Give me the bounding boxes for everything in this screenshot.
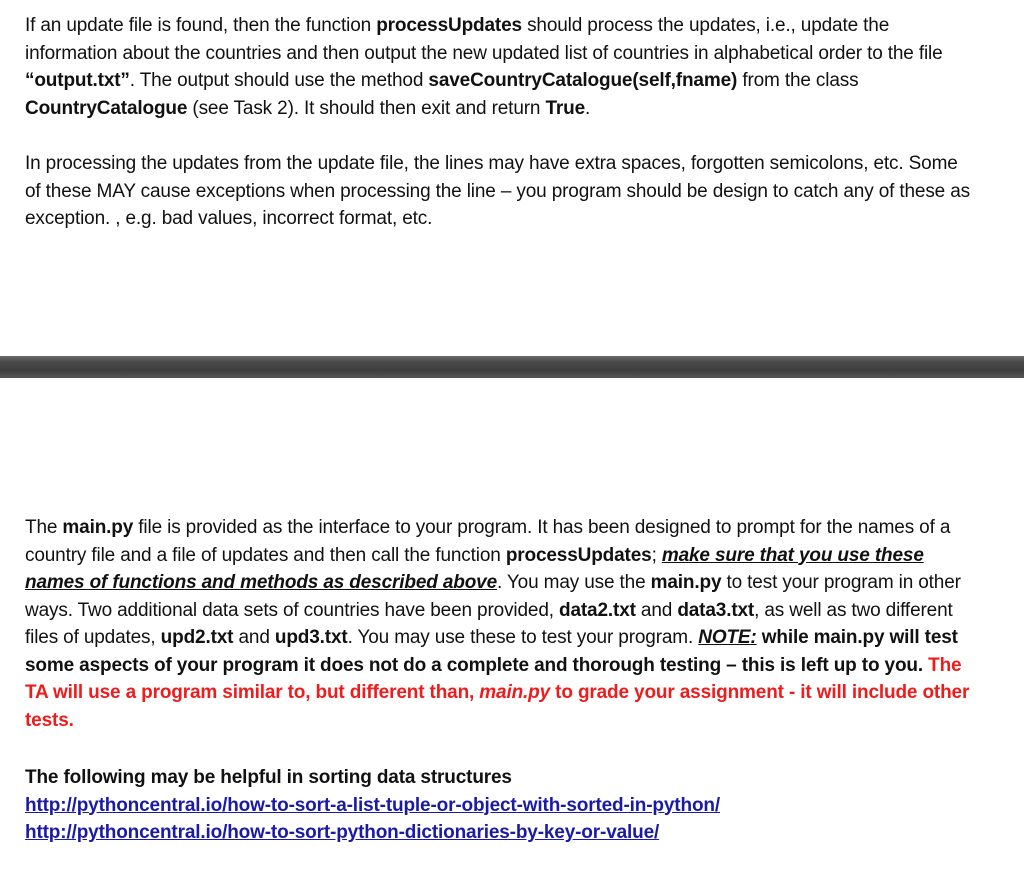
text-run: ; <box>651 544 662 566</box>
filename: data2.txt <box>559 599 636 621</box>
warning-text: The TA will use a program similar to, but different than, <box>25 654 962 703</box>
paragraph-text: In processing the updates from the update file, the lines may have extra spaces, forgotten semicolons, etc. Some of these MAY cause exceptions when processing the line – you program should be design to catch any of these as exception. , e.g. bad values, incorrect format, etc. <box>25 153 970 229</box>
heading-text: The following may be helpful in sorting data structures <box>25 767 512 788</box>
filename: upd2.txt <box>160 627 234 648</box>
link-line <box>25 819 975 847</box>
link-sort-list-tuple[interactable]: http://pythoncentral.io/how-to-sort-a-list-tuple-or-object-with-sorted-in-python/ <box>25 794 720 816</box>
filename: main.py <box>62 517 134 538</box>
function-name: processUpdates <box>505 544 652 566</box>
filename: main.py <box>650 572 722 593</box>
link-sort-dictionaries[interactable]: http://pythoncentral.io/how-to-sort-python-dictionaries-by-key-or-value/ <box>25 822 660 843</box>
text-run: to test your program in other ways. Two additional data sets of countries have been provided, <box>25 572 961 621</box>
page-separator-bar <box>0 356 1024 378</box>
text-run: . You may use the <box>496 572 651 593</box>
warning-filename: main.py <box>479 682 551 703</box>
paragraph-exceptions <box>25 150 975 233</box>
text-run: from the class <box>737 70 859 91</box>
text-run: . <box>585 97 591 119</box>
note-label: NOTE: <box>698 627 757 648</box>
emphasis-underlined: make sure that you use these names of functions and methods as described above <box>25 544 924 593</box>
text-run: , as well as two different files of updates, <box>25 599 953 648</box>
text-run: and <box>635 599 678 621</box>
text-run: The <box>25 517 63 538</box>
paragraph-main-py <box>25 514 975 734</box>
helpful-links-section <box>25 764 975 847</box>
output-filename: “output.txt” <box>25 70 130 91</box>
text-run: and <box>233 627 275 648</box>
note-text: while main.py will test some aspects of your program it does not do a complete and thorough testing – this is left up to you. <box>25 627 958 676</box>
text-run: (see Task 2). It should then exit and return <box>187 97 546 119</box>
paragraph-text <box>25 12 975 122</box>
paragraph-text <box>25 514 975 734</box>
text-run: . The output should use the method <box>129 70 429 91</box>
text-run: file is provided as the interface to your program. It has been designed to prompt for the names of a country file and a file of updates and then call the function <box>25 517 951 566</box>
warning-text: to grade your assignment - it will include other tests. <box>25 682 970 731</box>
text-run: should process the updates, i.e., update the information about the countries and then output the new updated list of countries in alphabetical order to the file <box>25 15 943 64</box>
function-name: processUpdates <box>376 15 522 36</box>
helpful-links-heading <box>25 764 975 792</box>
link-line <box>25 792 975 820</box>
return-value: True <box>545 97 585 119</box>
text-run: . You may use these to test your program. <box>347 627 699 648</box>
class-name: CountryCatalogue <box>25 97 188 119</box>
filename: data3.txt <box>677 599 755 621</box>
filename: upd3.txt <box>274 627 348 648</box>
method-name: saveCountryCatalogue(self,fname) <box>428 70 738 91</box>
paragraph-process-updates <box>25 12 975 122</box>
text-run: If an update file is found, then the function <box>25 15 377 36</box>
